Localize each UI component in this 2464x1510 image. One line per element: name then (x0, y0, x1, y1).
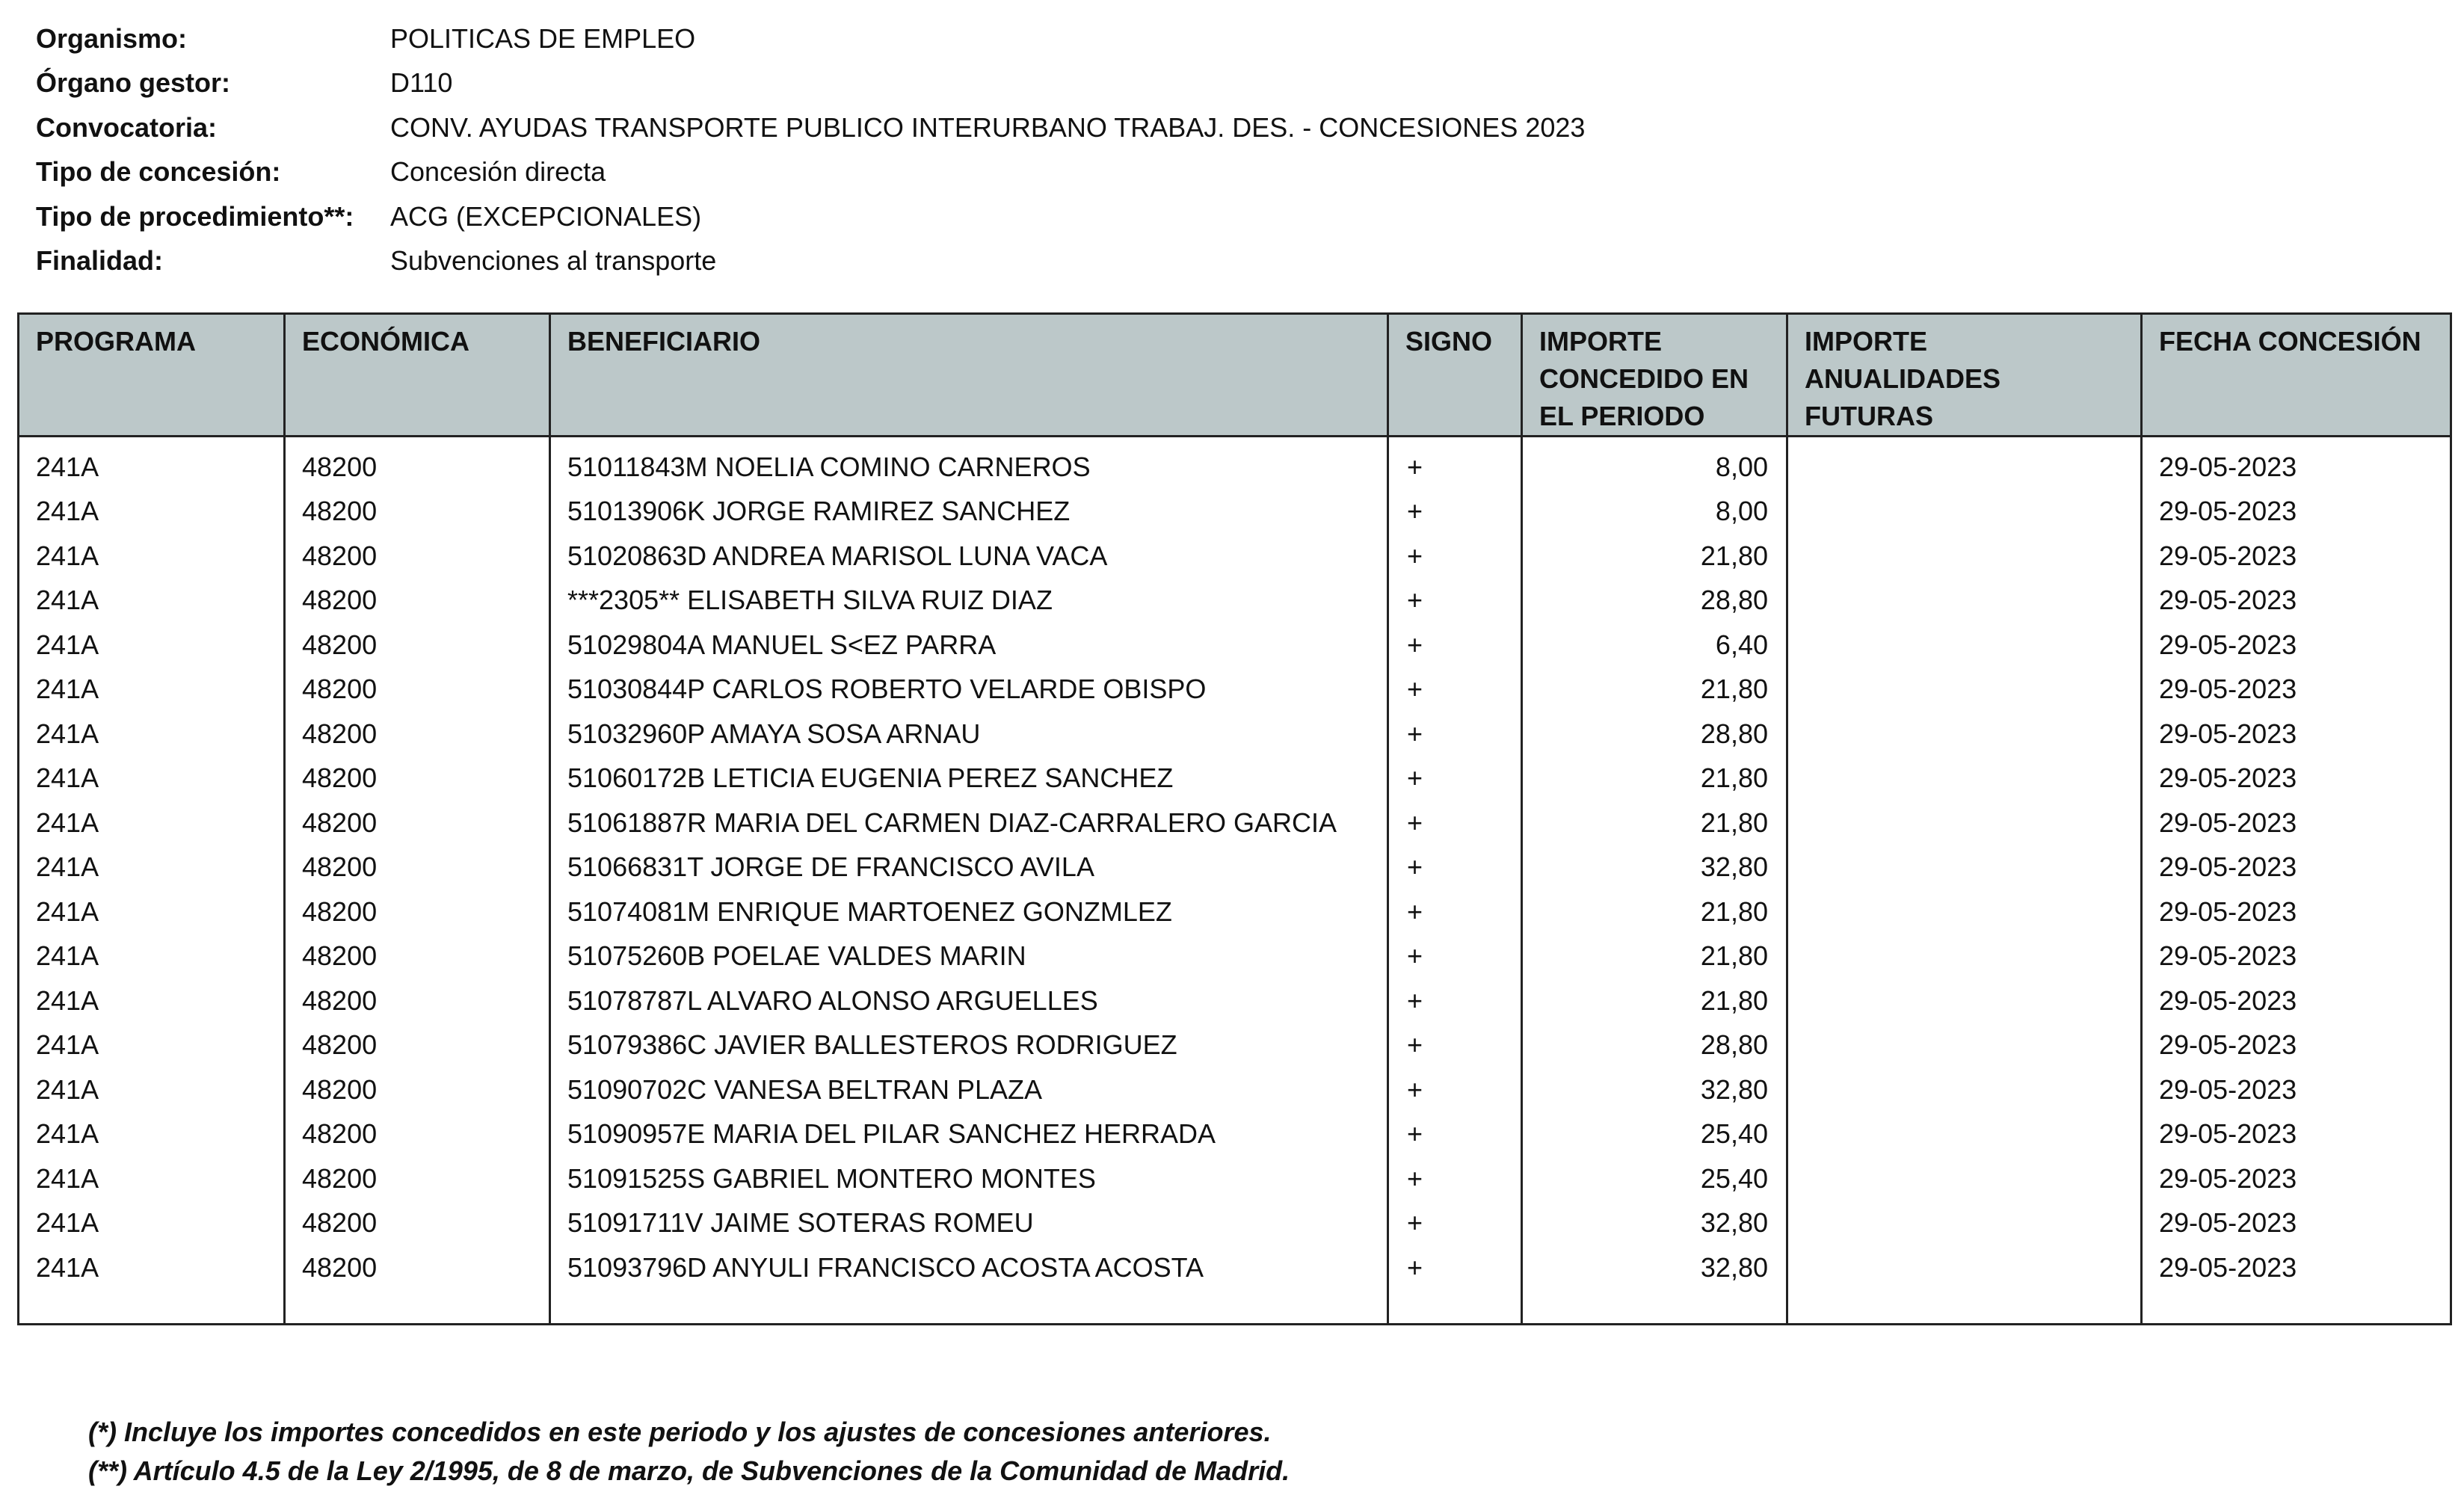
meta-row-organismo (36, 16, 2428, 61)
cell-importe-concedido: 8,00 (1522, 437, 1787, 490)
cell-importe-futuras (1787, 712, 2142, 756)
cell-economica: 48200 (285, 490, 550, 534)
cell-importe-concedido: 21,80 (1522, 890, 1787, 934)
cell-beneficiario: 51093796D ANYULI FRANCISCO ACOSTA ACOSTA (550, 1245, 1388, 1290)
cell-signo: + (1388, 579, 1522, 623)
meta-row-tipo-procedimiento (36, 194, 2428, 239)
cell-importe-concedido: 32,80 (1522, 1201, 1787, 1246)
cell-importe-futuras (1787, 1201, 2142, 1246)
cell-economica: 48200 (285, 845, 550, 890)
cell-importe-concedido: 32,80 (1522, 845, 1787, 890)
cell-fecha-concesion: 29-05-2023 (2142, 712, 2451, 756)
cell-beneficiario: 51074081M ENRIQUE MARTOENEZ GONZMLEZ (550, 890, 1388, 934)
cell-importe-futuras (1787, 979, 2142, 1023)
cell-importe-concedido: 28,80 (1522, 1023, 1787, 1068)
cell-fecha-concesion: 29-05-2023 (2142, 1201, 2451, 1246)
cell-importe-futuras (1787, 668, 2142, 712)
meta-label: Organismo: (36, 22, 188, 54)
header-beneficiario: BENEFICIARIO (550, 314, 1388, 437)
cell-fecha-concesion: 29-05-2023 (2142, 1245, 2451, 1290)
cell-economica: 48200 (285, 437, 550, 490)
header-line: EL PERIODO (1539, 401, 1705, 431)
cell-importe-concedido: 21,80 (1522, 668, 1787, 712)
cell-beneficiario: 51061887R MARIA DEL CARMEN DIAZ-CARRALERO GARCIA (550, 801, 1388, 845)
meta-row-convocatoria (36, 105, 2428, 150)
cell-beneficiario: 51090957E MARIA DEL PILAR SANCHEZ HERRADA (550, 1112, 1388, 1157)
cell-beneficiario: 51079386C JAVIER BALLESTEROS RODRIGUEZ (550, 1023, 1388, 1068)
table-bottom-spacer (19, 1290, 2451, 1325)
table-row (19, 1156, 2451, 1201)
cell-economica: 48200 (285, 1156, 550, 1201)
cell-importe-concedido: 21,80 (1522, 934, 1787, 979)
cell-fecha-concesion: 29-05-2023 (2142, 490, 2451, 534)
cell-economica: 48200 (285, 1112, 550, 1157)
cell-importe-concedido: 28,80 (1522, 579, 1787, 623)
cell-economica: 48200 (285, 623, 550, 668)
cell-importe-futuras (1787, 1023, 2142, 1068)
cell-importe-concedido: 21,80 (1522, 801, 1787, 845)
meta-value: POLITICAS DE EMPLEO (390, 22, 696, 54)
table-row (19, 890, 2451, 934)
meta-row-finalidad (36, 239, 2428, 284)
cell-importe-futuras (1787, 437, 2142, 490)
header-line: ANUALIDADES (1805, 363, 2001, 394)
cell-importe-concedido: 6,40 (1522, 623, 1787, 668)
header-importe-concedido (1522, 314, 1787, 437)
cell-signo: + (1388, 801, 1522, 845)
meta-label: Convocatoria: (36, 111, 218, 143)
cell-economica: 48200 (285, 756, 550, 801)
table-row (19, 579, 2451, 623)
cell-fecha-concesion: 29-05-2023 (2142, 756, 2451, 801)
cell-importe-concedido: 21,80 (1522, 979, 1787, 1023)
cell-programa: 241A (19, 490, 285, 534)
meta-row-tipo-concesion (36, 150, 2428, 195)
cell-fecha-concesion: 29-05-2023 (2142, 1067, 2451, 1112)
table-row (19, 668, 2451, 712)
cell-programa: 241A (19, 934, 285, 979)
concessions-table (17, 312, 2452, 1325)
table-row (19, 801, 2451, 845)
cell-economica: 48200 (285, 668, 550, 712)
header-signo: SIGNO (1388, 314, 1522, 437)
cell-signo: + (1388, 979, 1522, 1023)
cell-signo: + (1388, 534, 1522, 579)
cell-importe-futuras (1787, 801, 2142, 845)
meta-value: Subvenciones al transporte (390, 245, 717, 277)
table-row (19, 934, 2451, 979)
cell-signo: + (1388, 1201, 1522, 1246)
cell-programa: 241A (19, 534, 285, 579)
table-row (19, 979, 2451, 1023)
cell-beneficiario: 51029804A MANUEL S<EZ PARRA (550, 623, 1388, 668)
cell-programa: 241A (19, 1023, 285, 1068)
cell-beneficiario: ***2305** ELISABETH SILVA RUIZ DIAZ (550, 579, 1388, 623)
table-row (19, 490, 2451, 534)
cell-programa: 241A (19, 623, 285, 668)
cell-programa: 241A (19, 1067, 285, 1112)
cell-beneficiario: 51032960P AMAYA SOSA ARNAU (550, 712, 1388, 756)
cell-fecha-concesion: 29-05-2023 (2142, 934, 2451, 979)
cell-programa: 241A (19, 979, 285, 1023)
cell-importe-futuras (1787, 890, 2142, 934)
cell-importe-concedido: 32,80 (1522, 1245, 1787, 1290)
cell-beneficiario: 51078787L ALVARO ALONSO ARGUELLES (550, 979, 1388, 1023)
table-row (19, 534, 2451, 579)
cell-importe-futuras (1787, 1156, 2142, 1201)
cell-fecha-concesion: 29-05-2023 (2142, 579, 2451, 623)
cell-beneficiario: 51091525S GABRIEL MONTERO MONTES (550, 1156, 1388, 1201)
cell-importe-concedido: 28,80 (1522, 712, 1787, 756)
cell-economica: 48200 (285, 890, 550, 934)
cell-fecha-concesion: 29-05-2023 (2142, 801, 2451, 845)
cell-programa: 241A (19, 437, 285, 490)
table-row (19, 1067, 2451, 1112)
cell-importe-futuras (1787, 579, 2142, 623)
meta-value: Concesión directa (390, 156, 606, 188)
cell-signo: + (1388, 1023, 1522, 1068)
cell-importe-concedido: 21,80 (1522, 756, 1787, 801)
cell-signo: + (1388, 623, 1522, 668)
cell-fecha-concesion: 29-05-2023 (2142, 979, 2451, 1023)
cell-economica: 48200 (285, 1067, 550, 1112)
header-programa: PROGRAMA (19, 314, 285, 437)
cell-fecha-concesion: 29-05-2023 (2142, 668, 2451, 712)
cell-signo: + (1388, 1112, 1522, 1157)
cell-importe-futuras (1787, 534, 2142, 579)
cell-programa: 241A (19, 579, 285, 623)
cell-fecha-concesion: 29-05-2023 (2142, 534, 2451, 579)
cell-signo: + (1388, 1067, 1522, 1112)
cell-beneficiario: 51060172B LETICIA EUGENIA PEREZ SANCHEZ (550, 756, 1388, 801)
cell-fecha-concesion: 29-05-2023 (2142, 437, 2451, 490)
meta-value: CONV. AYUDAS TRANSPORTE PUBLICO INTERURBANO TRABAJ. DES. - CONCESIONES 2023 (390, 111, 1586, 143)
header-line: IMPORTE (1539, 326, 1663, 357)
meta-value: D110 (390, 67, 453, 99)
cell-importe-futuras (1787, 490, 2142, 534)
cell-importe-futuras (1787, 1245, 2142, 1290)
cell-programa: 241A (19, 756, 285, 801)
header-line: IMPORTE (1805, 326, 1928, 357)
cell-beneficiario: 51030844P CARLOS ROBERTO VELARDE OBISPO (550, 668, 1388, 712)
cell-fecha-concesion: 29-05-2023 (2142, 1156, 2451, 1201)
meta-label: Tipo de procedimiento**: (36, 200, 354, 232)
cell-beneficiario: 51075260B POELAE VALDES MARIN (550, 934, 1388, 979)
cell-importe-futuras (1787, 934, 2142, 979)
cell-beneficiario: 51011843M NOELIA COMINO CARNEROS (550, 437, 1388, 490)
cell-importe-futuras (1787, 1112, 2142, 1157)
cell-signo: + (1388, 1245, 1522, 1290)
cell-signo: + (1388, 712, 1522, 756)
header-economica: ECONÓMICA (285, 314, 550, 437)
cell-signo: + (1388, 668, 1522, 712)
footnote-articulo: (**) Artículo 4.5 de la Ley 2/1995, de 8 de marzo, de Subvenciones de la Comunidad de Madrid. (88, 1455, 1290, 1486)
cell-programa: 241A (19, 1112, 285, 1157)
document-metadata (36, 16, 2428, 283)
footnote-importes: (*) Incluye los importes concedidos en este periodo y los ajustes de concesiones anteriores. (88, 1417, 1272, 1447)
header-line: FUTURAS (1805, 401, 1933, 431)
table-row (19, 845, 2451, 890)
cell-fecha-concesion: 29-05-2023 (2142, 623, 2451, 668)
header-fecha-concesion: FECHA CONCESIÓN (2142, 314, 2451, 437)
cell-importe-futuras (1787, 1067, 2142, 1112)
header-importe-anualidades (1787, 314, 2142, 437)
cell-programa: 241A (19, 1201, 285, 1246)
cell-signo: + (1388, 756, 1522, 801)
cell-economica: 48200 (285, 579, 550, 623)
cell-programa: 241A (19, 890, 285, 934)
cell-fecha-concesion: 29-05-2023 (2142, 1112, 2451, 1157)
table-body (19, 437, 2451, 1325)
table-row (19, 1201, 2451, 1246)
cell-importe-concedido: 32,80 (1522, 1067, 1787, 1112)
table-row (19, 623, 2451, 668)
cell-economica: 48200 (285, 712, 550, 756)
cell-economica: 48200 (285, 1245, 550, 1290)
table-row (19, 712, 2451, 756)
cell-economica: 48200 (285, 934, 550, 979)
meta-label: Órgano gestor: (36, 67, 231, 99)
cell-importe-concedido: 21,80 (1522, 534, 1787, 579)
cell-economica: 48200 (285, 1201, 550, 1246)
cell-signo: + (1388, 490, 1522, 534)
cell-beneficiario: 51013906K JORGE RAMIREZ SANCHEZ (550, 490, 1388, 534)
cell-programa: 241A (19, 845, 285, 890)
table-row (19, 437, 2451, 490)
cell-economica: 48200 (285, 979, 550, 1023)
cell-fecha-concesion: 29-05-2023 (2142, 845, 2451, 890)
cell-beneficiario: 51090702C VANESA BELTRAN PLAZA (550, 1067, 1388, 1112)
cell-economica: 48200 (285, 1023, 550, 1068)
cell-signo: + (1388, 845, 1522, 890)
cell-programa: 241A (19, 712, 285, 756)
meta-row-organo-gestor (36, 61, 2428, 106)
cell-programa: 241A (19, 801, 285, 845)
cell-signo: + (1388, 437, 1522, 490)
meta-label: Finalidad: (36, 245, 163, 277)
cell-importe-concedido: 8,00 (1522, 490, 1787, 534)
cell-fecha-concesion: 29-05-2023 (2142, 1023, 2451, 1068)
table-row (19, 1245, 2451, 1290)
cell-beneficiario: 51020863D ANDREA MARISOL LUNA VACA (550, 534, 1388, 579)
header-line: CONCEDIDO EN (1539, 363, 1749, 394)
table-row (19, 756, 2451, 801)
table-row (19, 1023, 2451, 1068)
cell-importe-concedido: 25,40 (1522, 1156, 1787, 1201)
table-header-row (19, 314, 2451, 437)
cell-beneficiario: 51091711V JAIME SOTERAS ROMEU (550, 1201, 1388, 1246)
cell-economica: 48200 (285, 534, 550, 579)
meta-label: Tipo de concesión: (36, 156, 281, 188)
cell-importe-futuras (1787, 756, 2142, 801)
cell-beneficiario: 51066831T JORGE DE FRANCISCO AVILA (550, 845, 1388, 890)
cell-fecha-concesion: 29-05-2023 (2142, 890, 2451, 934)
meta-value: ACG (EXCEPCIONALES) (390, 200, 702, 232)
cell-signo: + (1388, 1156, 1522, 1201)
cell-importe-futuras (1787, 845, 2142, 890)
cell-signo: + (1388, 890, 1522, 934)
cell-signo: + (1388, 934, 1522, 979)
footnotes (88, 1413, 1290, 1491)
cell-programa: 241A (19, 668, 285, 712)
cell-programa: 241A (19, 1245, 285, 1290)
cell-importe-futuras (1787, 623, 2142, 668)
cell-importe-concedido: 25,40 (1522, 1112, 1787, 1157)
table-row (19, 1112, 2451, 1157)
cell-economica: 48200 (285, 801, 550, 845)
cell-programa: 241A (19, 1156, 285, 1201)
